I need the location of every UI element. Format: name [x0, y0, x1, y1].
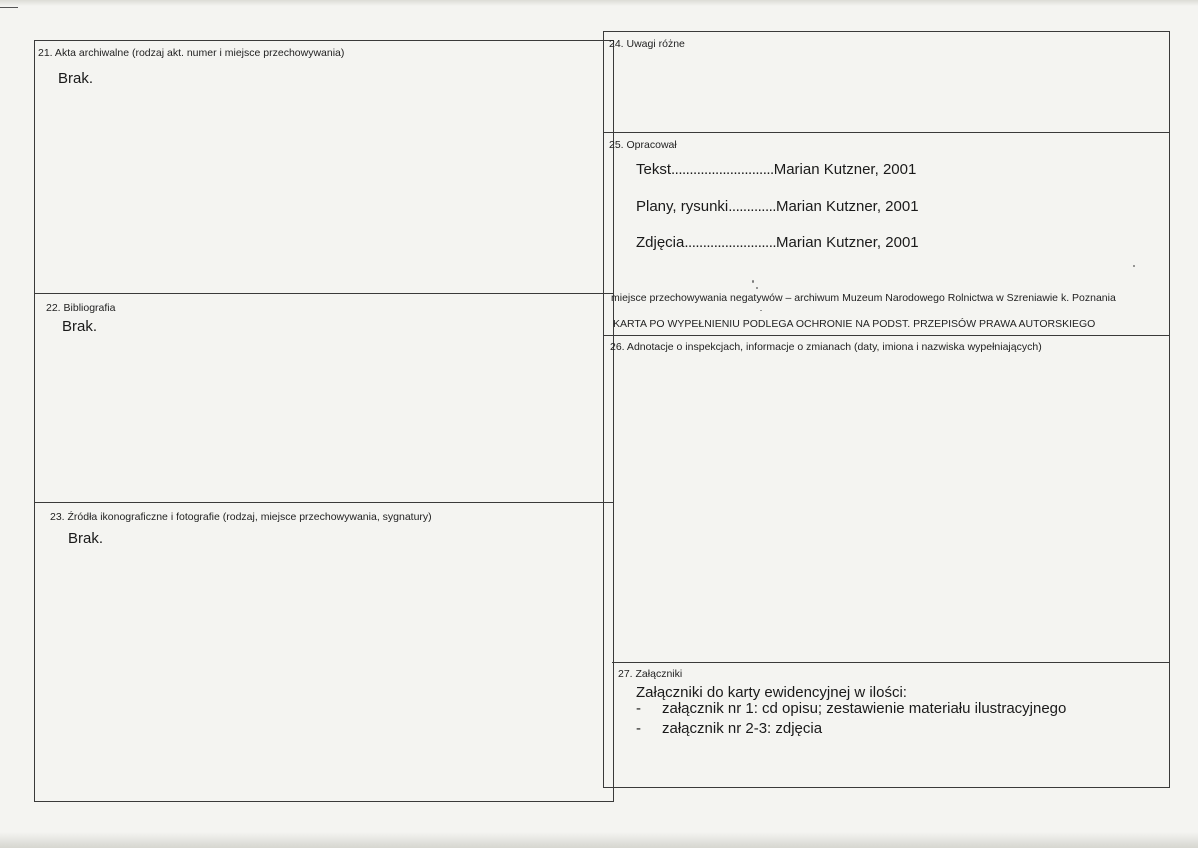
divider-24-25: [603, 132, 1170, 133]
section-27-label: 27. Załączniki: [618, 668, 683, 680]
section-26-label: 26. Adnotacje o inspekcjach, informacje o zmianach (daty, imiona i nazwiska wypełniających): [610, 341, 1042, 353]
author-row-photos: [636, 234, 919, 252]
section-25-label: 25. Opracował: [609, 139, 677, 151]
section-24-label: 24. Uwagi różne: [609, 38, 685, 50]
author-row-label: Zdjęcia: [636, 234, 685, 251]
author-row-leader: .............: [728, 198, 776, 215]
author-row-value: Marian Kutzner, 2001: [776, 234, 919, 251]
author-row-drawings: [636, 198, 919, 216]
divider-26-27: [612, 662, 1170, 663]
left-column-frame: [34, 40, 614, 802]
scan-speck: [1133, 265, 1135, 267]
section-22-value: Brak.: [62, 318, 98, 335]
corner-mark: [0, 7, 18, 8]
author-row-value: Marian Kutzner, 2001: [775, 198, 919, 215]
section-21-value: Brak.: [58, 70, 94, 87]
scan-speck: [756, 287, 758, 289]
attachments-intro: Załączniki do karty ewidencyjnej w ilości:: [636, 684, 907, 701]
attachment-dash: -: [636, 720, 641, 737]
negatives-storage-note: miejsce przechowywania negatywów – archiwum Muzeum Narodowego Rolnictwa w Szreniawie k. Poznania: [611, 292, 1116, 304]
scan-speck: [752, 280, 754, 283]
divider-21-22: [34, 293, 614, 294]
attachment-item: [636, 700, 1066, 718]
author-row-leader: ............................: [671, 161, 774, 178]
author-row-label: Tekst: [636, 161, 672, 178]
author-row-text: [636, 161, 916, 179]
divider-25-26: [603, 335, 1170, 336]
section-23-label: 23. Źródła ikonograficzne i fotografie (rodzaj, miejsce przechowywania, sygnatury): [50, 511, 432, 523]
section-23-value: Brak.: [68, 530, 104, 547]
author-row-leader: .........................: [684, 234, 777, 251]
attachment-item-text: załącznik nr 2-3: zdjęcia: [662, 720, 823, 737]
section-22-label: 22. Bibliografia: [46, 302, 116, 314]
author-row-value: Marian Kutzner, 2001: [773, 161, 917, 178]
attachment-item: [636, 720, 822, 738]
section-21-label: 21. Akta archiwalne (rodzaj akt. numer i miejsce przechowywania): [38, 47, 345, 59]
scan-shadow-bottom: [0, 832, 1198, 848]
scan-speck: [760, 310, 762, 311]
attachment-dash: -: [636, 700, 641, 717]
author-row-label: Plany, rysunki: [636, 198, 729, 215]
attachment-item-text: załącznik nr 1: cd opisu; zestawienie materiału ilustracyjnego: [662, 700, 1067, 717]
divider-22-23: [34, 502, 614, 503]
copyright-note: KARTA PO WYPEŁNIENIU PODLEGA OCHRONIE NA PODST. PRZEPISÓW PRAWA AUTORSKIEGO: [613, 318, 1096, 330]
right-column-frame: [603, 31, 1170, 788]
scan-shadow-top: [0, 0, 1198, 6]
